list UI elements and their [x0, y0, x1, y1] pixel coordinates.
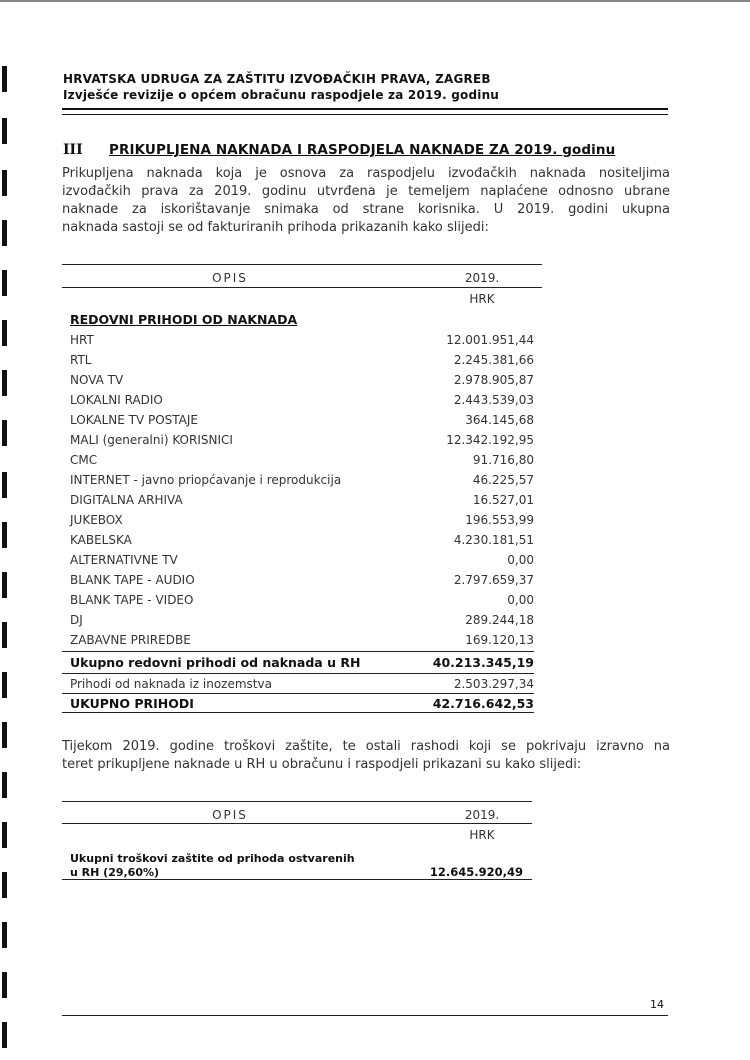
table-row [62, 490, 534, 510]
total-label: UKUPNO PRIHODI [70, 696, 194, 711]
row-label: CMC [70, 453, 98, 467]
table-row [62, 450, 534, 470]
table2-column-description: OPIS [212, 808, 248, 822]
costs-line-1: Tijekom 2019. godine troškovi zaštite, te ostali rashodi koji se pokrivaju izravno na [62, 739, 670, 754]
row-label: BLANK TAPE - AUDIO [70, 573, 195, 587]
row-value: 196.553,99 [465, 513, 534, 527]
table-row [62, 370, 534, 390]
page-number: 14 [650, 998, 664, 1011]
row-label: LOKALNI RADIO [70, 393, 163, 407]
table-row [62, 610, 534, 630]
row-label: ALTERNATIVNE TV [70, 553, 178, 567]
table-row [62, 530, 534, 550]
row-label: MALI (generalni) KORISNICI [70, 433, 233, 447]
row-value: 2.245.381,66 [453, 353, 534, 367]
intro-paragraph [62, 165, 670, 237]
table2-header-rule [62, 823, 532, 824]
table-row [62, 470, 534, 490]
table-row [62, 570, 534, 590]
subtotal-label: Ukupno redovni prihodi od naknada u RH [70, 655, 361, 670]
table2-column-currency: HRK [469, 828, 495, 842]
row-label: BLANK TAPE - VIDEO [70, 593, 194, 607]
subtotal-value: 40.213.345,19 [432, 655, 534, 670]
row-value: 2.443.539,03 [453, 393, 534, 407]
row-label: DIGITALNA ARHIVA [70, 493, 183, 507]
row-label: DJ [70, 613, 83, 627]
table1-column-currency: HRK [469, 292, 495, 306]
total-bottom-rule [62, 712, 534, 713]
row-value: 0,00 [507, 593, 534, 607]
section-number: III [63, 142, 83, 158]
row-value: 46.225,57 [472, 473, 534, 487]
table-row [62, 550, 534, 570]
document-header-subtitle: Izvješće revizije o općem obračunu raspodjele za 2019. godinu [63, 88, 500, 102]
row-label: JUKEBOX [70, 513, 123, 527]
row-value: 91.716,80 [472, 453, 534, 467]
foreign-income-row [62, 674, 534, 694]
table-row [62, 590, 534, 610]
header-divider-thin [62, 114, 668, 115]
table1-top-rule [62, 264, 542, 265]
foreign-income-label: Prihodi od naknada iz inozemstva [70, 677, 272, 691]
row-label: LOKALNE TV POSTAJE [70, 413, 199, 427]
total-value: 42.716.642,53 [432, 696, 534, 711]
row-value: 12.001.951,44 [446, 333, 534, 347]
table1-header-rule [62, 287, 542, 288]
intro-line-3: naknade za iskorištavanje snimaka od strane korisnika. U 2019. godini ukupna [62, 202, 670, 217]
foreign-income-value: 2.503.297,34 [453, 677, 534, 691]
table1-column-description: OPIS [212, 271, 248, 285]
section-title: PRIKUPLJENA NAKNADA I RASPODJELA NAKNADE ZA 2019. godinu [109, 142, 616, 158]
row-value: 4.230.181,51 [453, 533, 534, 547]
row-value: 2.978.905,87 [453, 373, 534, 387]
costs-line-2: teret prikupljene naknade u RH u obračunu i raspodjeli prikazani su kako slijedi: [62, 757, 582, 772]
table2-column-year: 2019. [464, 808, 500, 822]
intro-line-2: izvođačkih prava za 2019. godinu utvrđena je temeljem naplaćene odnosno ubrane [62, 184, 670, 199]
row-label: ZABAVNE PRIREDBE [70, 633, 191, 647]
row-label: RTL [70, 353, 92, 367]
table-row [62, 510, 534, 530]
table-row [62, 410, 534, 430]
table-row [62, 430, 534, 450]
row-label: HRT [70, 333, 94, 347]
row-value: 0,00 [507, 553, 534, 567]
table2-row-label-2: u RH (29,60%) [70, 866, 160, 879]
table1-subtitle: REDOVNI PRIHODI OD NAKNADA [70, 312, 298, 327]
table2-row-label-1: Ukupni troškovi zaštite od prihoda ostvarenih [70, 852, 355, 865]
table-row [62, 330, 534, 350]
table1-column-year: 2019. [464, 271, 500, 285]
row-value: 169.120,13 [465, 633, 534, 647]
row-value: 12.342.192,95 [446, 433, 534, 447]
row-value: 16.527,01 [472, 493, 534, 507]
table2-row-value: 12.645.920,49 [429, 865, 523, 879]
table-row [62, 390, 534, 410]
intro-line-4: naknada sastoji se od fakturiranih prihoda prikazanih kako slijedi: [62, 220, 489, 235]
row-label: INTERNET - javno priopćavanje i reprodukcija [70, 473, 342, 487]
row-value: 364.145,68 [465, 413, 534, 427]
table-row [62, 350, 534, 370]
top-edge-line [0, 0, 750, 2]
row-label: NOVA TV [70, 373, 124, 387]
row-value: 289.244,18 [465, 613, 534, 627]
footer-rule [62, 1015, 668, 1016]
intro-line-1: Prikupljena naknada koja je osnova za raspodjelu izvođačkih naknada nositeljima [62, 166, 670, 181]
costs-paragraph [62, 738, 670, 774]
header-divider [62, 108, 668, 110]
table2-bottom-rule [62, 879, 532, 880]
table-row [62, 630, 534, 650]
row-value: 2.797.659,37 [453, 573, 534, 587]
table2-top-rule [62, 801, 532, 802]
document-header-org: HRVATSKA UDRUGA ZA ZAŠTITU IZVOĐAČKIH PRAVA, ZAGREB [63, 72, 491, 86]
subtotal-row [62, 652, 534, 672]
total-row [62, 693, 534, 713]
row-label: KABELSKA [70, 533, 132, 547]
